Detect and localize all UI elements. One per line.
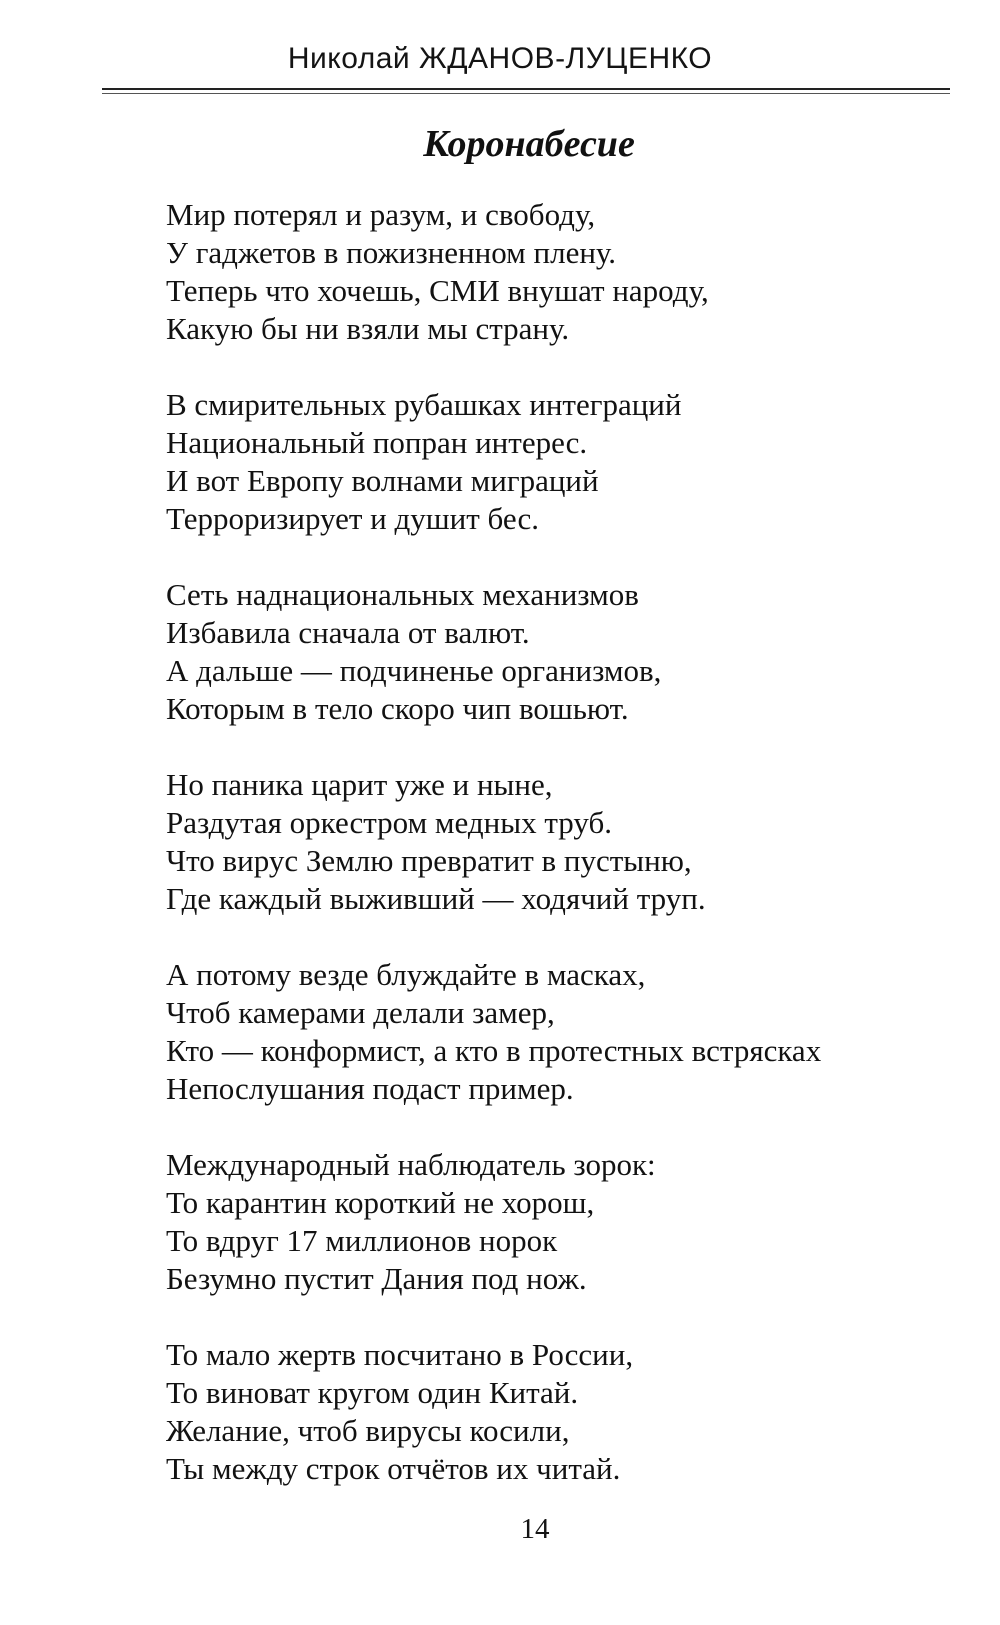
poem-line: Что вирус Землю превратит в пустыню, [166,843,692,878]
poem-line: Непослушания подаст пример. [166,1071,574,1106]
poem-line: То виноват кругом один Китай. [166,1375,579,1410]
poem-line: Сеть наднациональных механизмов [166,577,639,612]
poem-line: И вот Европу волнами миграций [166,463,599,498]
header-rule [102,88,950,90]
poem-line: А дальше — подчиненье организмов, [166,653,662,688]
poem-line: Избавила сначала от валют. [166,615,530,650]
stanza [166,1146,986,1298]
poem-line: Какую бы ни взяли мы страну. [166,311,570,346]
author-last-name: ЖДАНОВ-ЛУЦЕНКО [419,42,713,75]
poem-line: Международный наблюдатель зорок: [166,1147,656,1182]
stanza [166,956,986,1108]
stanza [166,576,986,728]
poem-line: А потому везде блуждайте в масках, [166,957,646,992]
stanza [166,1336,986,1488]
poem-line: Кто — конформист, а кто в протестных встрясках [166,1033,822,1068]
stanza [166,196,986,348]
poem-line: Безумно пустит Дания под нож. [166,1261,587,1296]
author-first-name: Николай [287,42,411,75]
poem-line: То мало жертв посчитано в России, [166,1337,634,1372]
poem-line: Но паника царит уже и ныне, [166,767,553,802]
poem-line: Мир потерял и разум, и свободу, [166,197,596,232]
poem-line: В смирительных рубашках интеграций [166,387,682,422]
poem-line: Национальный попран интерес. [166,425,588,460]
running-head [0,42,1000,76]
poem-line: То вдруг 17 миллионов норок [166,1223,558,1258]
poem-title: Коронабесие [423,123,635,165]
poem-line: Чтоб камерами делали замер, [166,995,555,1030]
stanza [166,386,986,538]
poem-body [166,196,986,1526]
poem-line: Ты между строк отчётов их читай. [166,1451,621,1486]
poem-line: Желание, чтоб вирусы косили, [166,1413,570,1448]
poem-line: Раздутая оркестром медных труб. [166,805,612,840]
poem-line: Где каждый выживший — ходячий труп. [166,881,706,916]
stanza [166,766,986,918]
page-number: 14 [520,1513,550,1545]
header-rule-thin [102,93,950,94]
poem-line: Терроризирует и душит бес. [166,501,539,536]
poem-line: У гаджетов в пожизненном плену. [166,235,617,270]
poem-line: То карантин короткий не хорош, [166,1185,595,1220]
poem-line: Которым в тело скоро чип вошьют. [166,691,629,726]
poem-line: Теперь что хочешь, СМИ внушат народу, [166,273,709,308]
